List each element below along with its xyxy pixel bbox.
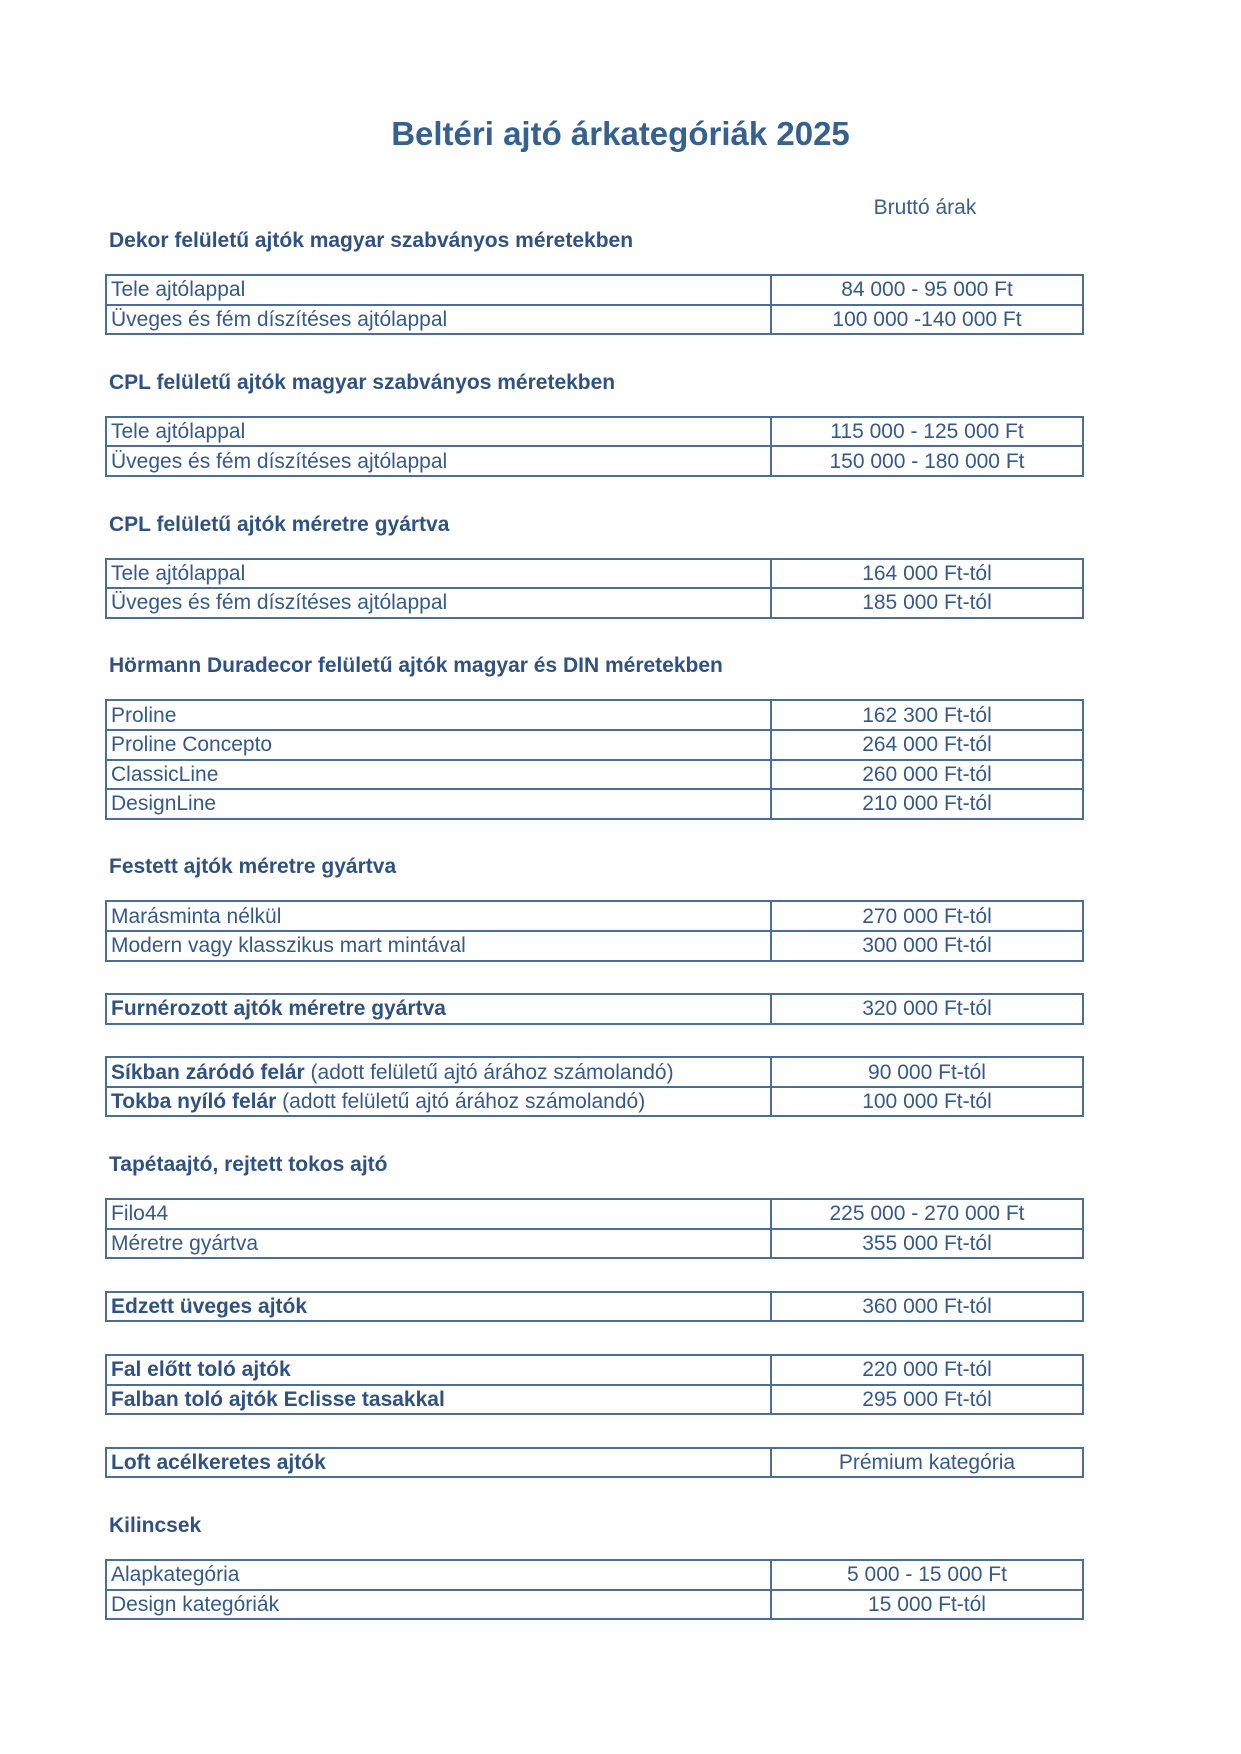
item-name: DesignLine [111,792,217,816]
table-row [106,588,1083,618]
price-table [105,1354,1084,1415]
item-price: 220 000 Ft-tól [771,1355,1083,1385]
price-section [105,1322,1084,1415]
price-table [105,900,1084,961]
table-row [106,931,1083,961]
item-name: Tele ajtólappal [111,561,246,585]
item-name: Üveges és fém díszítéses ajtólappal [111,449,448,473]
section-heading: CPL felületű ajtók magyar szabványos méretekben [109,370,616,394]
table-row [106,1229,1083,1259]
price-table [105,1056,1084,1117]
item-name-cell [106,1355,771,1385]
item-name: ClassicLine [111,762,219,786]
price-table [105,274,1084,335]
price-table [105,993,1084,1025]
section-spacer [105,477,1084,509]
item-name: (adott felületű ajtó árához számolandó) [304,1060,674,1084]
section-spacer [105,1259,1084,1291]
heading-spacer [105,1542,1084,1559]
item-name-cell [106,700,771,730]
item-name: Modern vagy klasszikus mart mintával [111,934,466,958]
item-name-cell [106,1560,771,1590]
table-row [106,789,1083,819]
table-row [106,305,1083,335]
item-name: Üveges és fém díszítéses ajtólappal [111,307,448,331]
item-name-cell [106,1448,771,1478]
item-name: Alapkategória [111,1563,240,1587]
item-price: 295 000 Ft-tól [771,1385,1083,1415]
item-name-bold: Síkban záródó felár [111,1060,305,1084]
item-name-cell [106,1590,771,1620]
price-section [105,1259,1084,1322]
section-heading: Tapétaajtó, rejtett tokos ajtó [109,1153,388,1177]
heading-spacer [105,883,1084,900]
item-price: 100 000 -140 000 Ft [771,305,1083,335]
section-spacer [105,820,1084,852]
item-name-cell [106,760,771,790]
item-name-cell [106,305,771,335]
price-table [105,1198,1084,1259]
price-section [105,619,1084,820]
item-name-cell [106,446,771,476]
item-name-cell [106,789,771,819]
table-row [106,1292,1083,1322]
section-heading: Kilincsek [109,1514,202,1537]
item-name-cell [106,417,771,447]
item-name-cell [106,1057,771,1087]
item-name: Proline [111,703,177,727]
price-table [105,416,1084,477]
price-table [105,1291,1084,1323]
price-section [105,1025,1084,1118]
price-table [105,1447,1084,1479]
heading-spacer [105,1181,1084,1198]
item-price: 100 000 Ft-tól [771,1087,1083,1117]
section-heading: Festett ajtók méretre gyártva [109,855,397,879]
heading-spacer [105,257,1084,274]
item-name: (adott felületű ajtó árához számolandó) [276,1090,646,1114]
item-price: 162 300 Ft-tól [771,700,1083,730]
table-row [106,275,1083,305]
section-spacer [105,1117,1084,1149]
price-table [105,558,1084,619]
item-name-cell [106,588,771,618]
table-row [106,1087,1083,1117]
price-section [105,335,1084,477]
price-list [105,225,1084,1620]
section-heading: CPL felületű ajtók méretre gyártva [109,512,450,536]
item-name-cell [106,1229,771,1259]
section-heading: Hörmann Duradecor felületű ajtók magyar és DIN méretekben [109,654,723,678]
item-price: 260 000 Ft-tól [771,760,1083,790]
item-price: 225 000 - 270 000 Ft [771,1199,1083,1229]
section-spacer [105,1415,1084,1447]
item-name-bold: Tokba nyíló felár [111,1090,277,1114]
table-row [106,700,1083,730]
item-name-cell [106,901,771,931]
item-name-bold: Loft acélkeretes ajtók [111,1451,326,1475]
price-section [105,1117,1084,1259]
item-name-bold: Edzett üveges ajtók [111,1295,308,1319]
section-spacer [105,1478,1084,1510]
item-name: Tele ajtólappal [111,278,246,302]
price-section [105,1478,1084,1620]
page-title: Beltéri ajtó árkategóriák 2025 [391,115,850,152]
table-row [106,1448,1083,1478]
heading-spacer [105,682,1084,699]
item-name-cell [106,1385,771,1415]
price-table [105,1559,1084,1620]
section-spacer [105,335,1084,367]
section-spacer [105,1322,1084,1354]
item-name-cell [106,994,771,1024]
section-spacer [105,619,1084,651]
section-spacer [105,962,1084,994]
table-row [106,994,1083,1024]
item-price: Prémium kategória [771,1448,1083,1478]
item-name: Filo44 [111,1202,169,1226]
table-row [106,1057,1083,1087]
price-section [105,962,1084,1025]
price-table [105,699,1084,819]
item-name: Proline Concepto [111,733,273,757]
table-row [106,559,1083,589]
item-name-cell [106,1199,771,1229]
item-price: 164 000 Ft-tól [771,559,1083,589]
item-name-cell [106,1087,771,1117]
price-section [105,477,1084,619]
heading-spacer [105,541,1084,558]
table-row [106,1590,1083,1620]
item-name: Üveges és fém díszítéses ajtólappal [111,591,448,615]
item-price: 270 000 Ft-tól [771,901,1083,931]
price-section [105,820,1084,962]
item-price: 355 000 Ft-tól [771,1229,1083,1259]
item-name-cell [106,931,771,961]
item-price: 90 000 Ft-tól [771,1057,1083,1087]
item-price: 320 000 Ft-tól [771,994,1083,1024]
item-name-bold: Falban toló ajtók Eclisse tasakkal [111,1387,445,1411]
table-row [106,1560,1083,1590]
table-row [106,760,1083,790]
item-name: Tele ajtólappal [111,420,246,444]
price-section [105,225,1084,335]
item-price: 84 000 - 95 000 Ft [771,275,1083,305]
table-row [106,901,1083,931]
item-price: 150 000 - 180 000 Ft [771,446,1083,476]
table-row [106,417,1083,447]
item-price: 15 000 Ft-tól [771,1590,1083,1620]
item-name-cell [106,730,771,760]
item-price: 5 000 - 15 000 Ft [771,1560,1083,1590]
item-name: Design kategóriák [111,1592,280,1616]
table-row [106,1385,1083,1415]
section-spacer [105,1025,1084,1057]
item-name-cell [106,1292,771,1322]
item-name-bold: Furnérozott ajtók méretre gyártva [111,997,446,1021]
price-column-header: Bruttó árak [873,196,977,219]
table-row [106,1355,1083,1385]
table-row [106,446,1083,476]
item-price: 264 000 Ft-tól [771,730,1083,760]
item-name-bold: Fal előtt toló ajtók [111,1358,291,1382]
item-price: 210 000 Ft-tól [771,789,1083,819]
price-section [105,1415,1084,1478]
heading-spacer [105,399,1084,416]
item-price: 185 000 Ft-tól [771,588,1083,618]
section-heading: Dekor felületű ajtók magyar szabványos méretekben [109,229,634,252]
item-price: 300 000 Ft-tól [771,931,1083,961]
table-row [106,730,1083,760]
table-row [106,1199,1083,1229]
item-name: Marásminta nélkül [111,904,282,928]
item-price: 115 000 - 125 000 Ft [771,417,1083,447]
item-name-cell [106,275,771,305]
item-name: Méretre gyártva [111,1231,259,1255]
item-price: 360 000 Ft-tól [771,1292,1083,1322]
item-name-cell [106,559,771,589]
